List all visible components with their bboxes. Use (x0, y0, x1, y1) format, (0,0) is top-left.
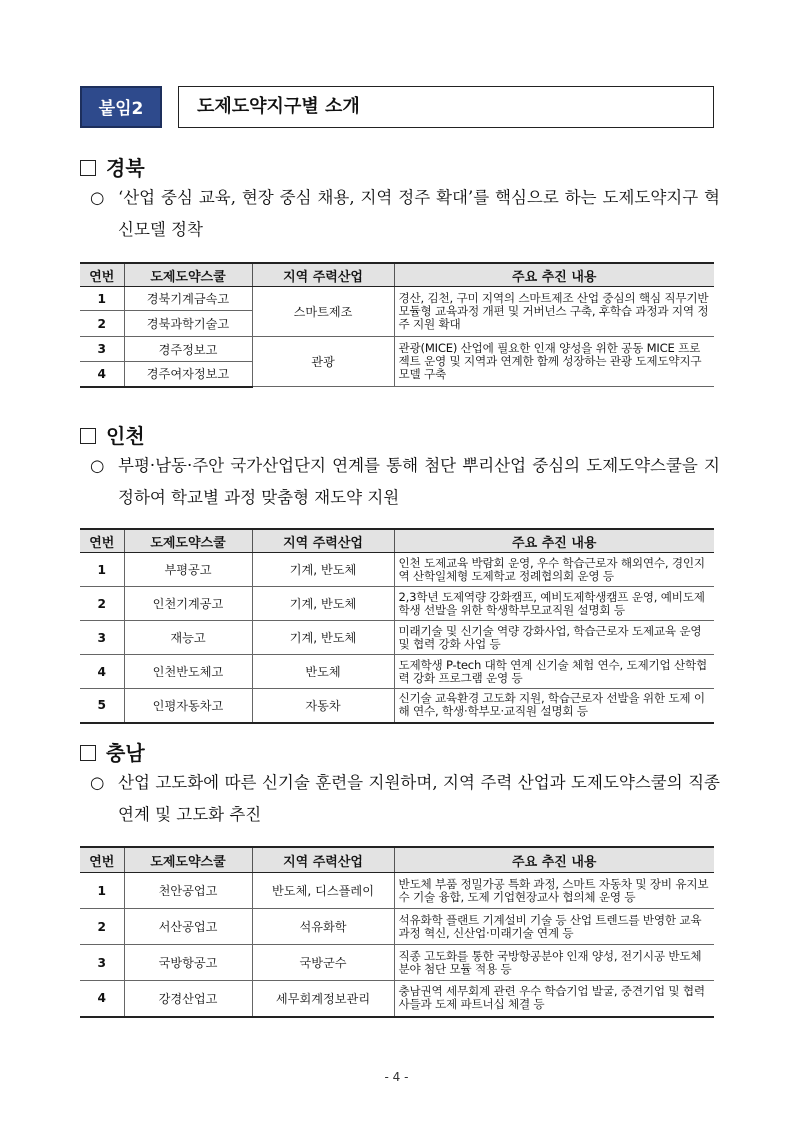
content-cell: 반도체 부품 정밀가공 특화 과정, 스마트 자동차 및 장비 유지보수 기술 융합, 도제 기업현장교사 협의체 운영 등 (394, 873, 714, 909)
bullet-text: ‘산업 중심 교육, 현장 중심 채용, 지역 정주 확대’를 핵심으로 하는 도제도약지구 혁신모델 정착 (118, 188, 720, 239)
content-cell: 석유화학 플랜트 기계설비 기술 등 산업 트렌드를 반영한 교육과정 혁신, 신산업·미래기술 연계 등 (394, 909, 714, 945)
bullet-text: 부평·남동·주안 국가산업단지 연계를 통해 첨단 뿌리산업 중심의 도제도약스쿨을 지정하여 학교별 과정 맞춤형 재도약 지원 (118, 456, 720, 507)
school-name: 국방항공고 (124, 945, 252, 981)
row-number: 1 (80, 873, 124, 909)
school-name: 강경산업고 (124, 981, 252, 1017)
section-title-text: 경북 (106, 156, 145, 180)
industry-cell: 기계, 반도체 (252, 553, 394, 587)
content-cell: 경산, 김천, 구미 지역의 스마트제조 산업 중심의 핵심 직무기반 모듈형 교육과정 개편 및 거버넌스 구축, 후학습 과정과 지역 정주 지원 확대 (394, 287, 714, 337)
square-bullet-icon (80, 160, 96, 176)
col-header-content: 주요 추진 내용 (394, 263, 714, 287)
table-row (80, 553, 714, 587)
row-number: 3 (80, 337, 124, 362)
content-cell: 2,3학년 도제역량 강화캠프, 예비도제학생캠프 운영, 예비도제학생 선발을 위한 학생학부모교직원 설명회 등 (394, 587, 714, 621)
content-cell: 직종 고도화를 통한 국방항공분야 인재 양성, 전기시공 반도체 분야 첨단 모듈 적용 등 (394, 945, 714, 981)
table-row (80, 945, 714, 981)
row-number: 2 (80, 909, 124, 945)
row-number: 4 (80, 981, 124, 1017)
table-incheon (80, 528, 714, 724)
content-cell: 신기술 교육환경 고도화 지원, 학습근로자 선발을 위한 도제 이해 연수, 학생·학부모·교직원 설명회 등 (394, 689, 714, 723)
square-bullet-icon (80, 428, 96, 444)
circle-bullet-icon: ○ (90, 456, 105, 475)
page-number: - 4 - (384, 1070, 409, 1084)
col-header-school: 도제도약스쿨 (124, 847, 252, 873)
col-header-content: 주요 추진 내용 (394, 847, 714, 873)
col-header-school: 도제도약스쿨 (124, 263, 252, 287)
row-number: 4 (80, 655, 124, 689)
table-row (80, 337, 714, 362)
col-header-industry: 지역 주력산업 (252, 529, 394, 553)
table-header-row (80, 847, 714, 873)
row-number: 3 (80, 945, 124, 981)
industry-cell: 관광 (252, 337, 394, 387)
row-number: 5 (80, 689, 124, 723)
table-row (80, 621, 714, 655)
table-row (80, 689, 714, 723)
industry-cell: 기계, 반도체 (252, 587, 394, 621)
school-name: 경북과학기술고 (124, 311, 252, 337)
row-number: 2 (80, 587, 124, 621)
appendix-badge: 붙임2 (80, 86, 162, 128)
table-header-row (80, 263, 714, 287)
school-name: 인천기계공고 (124, 587, 252, 621)
circle-bullet-icon: ○ (90, 773, 105, 792)
col-header-industry: 지역 주력산업 (252, 263, 394, 287)
table-row (80, 287, 714, 311)
col-header-content: 주요 추진 내용 (394, 529, 714, 553)
row-number: 4 (80, 362, 124, 387)
table-chungnam (80, 846, 714, 1018)
industry-cell: 반도체, 디스플레이 (252, 873, 394, 909)
school-name: 재능고 (124, 621, 252, 655)
industry-cell: 자동차 (252, 689, 394, 723)
table-gyeongbuk (80, 262, 714, 388)
table-row (80, 909, 714, 945)
col-header-no: 연번 (80, 263, 124, 287)
table-row (80, 981, 714, 1017)
industry-cell: 반도체 (252, 655, 394, 689)
industry-cell: 세무회계정보관리 (252, 981, 394, 1017)
section-title-chungnam (80, 737, 145, 766)
content-cell: 인천 도제교육 박람회 운영, 우수 학습근로자 해외연수, 경인지역 산학일체형 도제학교 정례협의회 운영 등 (394, 553, 714, 587)
row-number: 2 (80, 311, 124, 337)
appendix-header (80, 86, 714, 128)
section-title-text: 인천 (106, 424, 145, 448)
col-header-industry: 지역 주력산업 (252, 847, 394, 873)
section-title-gyeongbuk (80, 152, 145, 181)
table-header-row (80, 529, 714, 553)
section-bullet-incheon (90, 450, 720, 514)
content-cell: 도제학생 P-tech 대학 연계 신기술 체험 연수, 도제기업 산학협력 강화 프로그램 운영 등 (394, 655, 714, 689)
industry-cell: 기계, 반도체 (252, 621, 394, 655)
square-bullet-icon (80, 745, 96, 761)
section-bullet-chungnam (90, 767, 720, 831)
school-name: 경주여자정보고 (124, 362, 252, 387)
school-name: 경주정보고 (124, 337, 252, 362)
school-name: 부평공고 (124, 553, 252, 587)
row-number: 1 (80, 287, 124, 311)
industry-cell: 스마트제조 (252, 287, 394, 337)
industry-cell: 석유화학 (252, 909, 394, 945)
school-name: 서산공업고 (124, 909, 252, 945)
content-cell: 관광(MICE) 산업에 필요한 인재 양성을 위한 공동 MICE 프로젝트 운영 및 지역과 연계한 함께 성장하는 관광 도제도약지구 모델 구축 (394, 337, 714, 387)
table-row (80, 587, 714, 621)
row-number: 1 (80, 553, 124, 587)
industry-cell: 국방군수 (252, 945, 394, 981)
appendix-title: 도제도약지구별 소개 (178, 86, 714, 128)
school-name: 경북기계금속고 (124, 287, 252, 311)
table-row (80, 655, 714, 689)
section-title-incheon (80, 420, 145, 449)
content-cell: 충남권역 세무회계 관련 우수 학습기업 발굴, 중견기업 및 협력사들과 도제 파트너십 체결 등 (394, 981, 714, 1017)
circle-bullet-icon: ○ (90, 188, 105, 207)
section-title-text: 충남 (106, 741, 145, 765)
col-header-school: 도제도약스쿨 (124, 529, 252, 553)
row-number: 3 (80, 621, 124, 655)
section-bullet-gyeongbuk (90, 182, 720, 246)
col-header-no: 연번 (80, 847, 124, 873)
school-name: 인천반도체고 (124, 655, 252, 689)
col-header-no: 연번 (80, 529, 124, 553)
school-name: 천안공업고 (124, 873, 252, 909)
bullet-text: 산업 고도화에 따른 신기술 훈련을 지원하며, 지역 주력 산업과 도제도약스쿨의 직종 연계 및 고도화 추진 (118, 773, 720, 824)
table-row (80, 873, 714, 909)
content-cell: 미래기술 및 신기술 역량 강화사업, 학습근로자 도제교육 운영 및 협력 강화 사업 등 (394, 621, 714, 655)
school-name: 인평자동차고 (124, 689, 252, 723)
